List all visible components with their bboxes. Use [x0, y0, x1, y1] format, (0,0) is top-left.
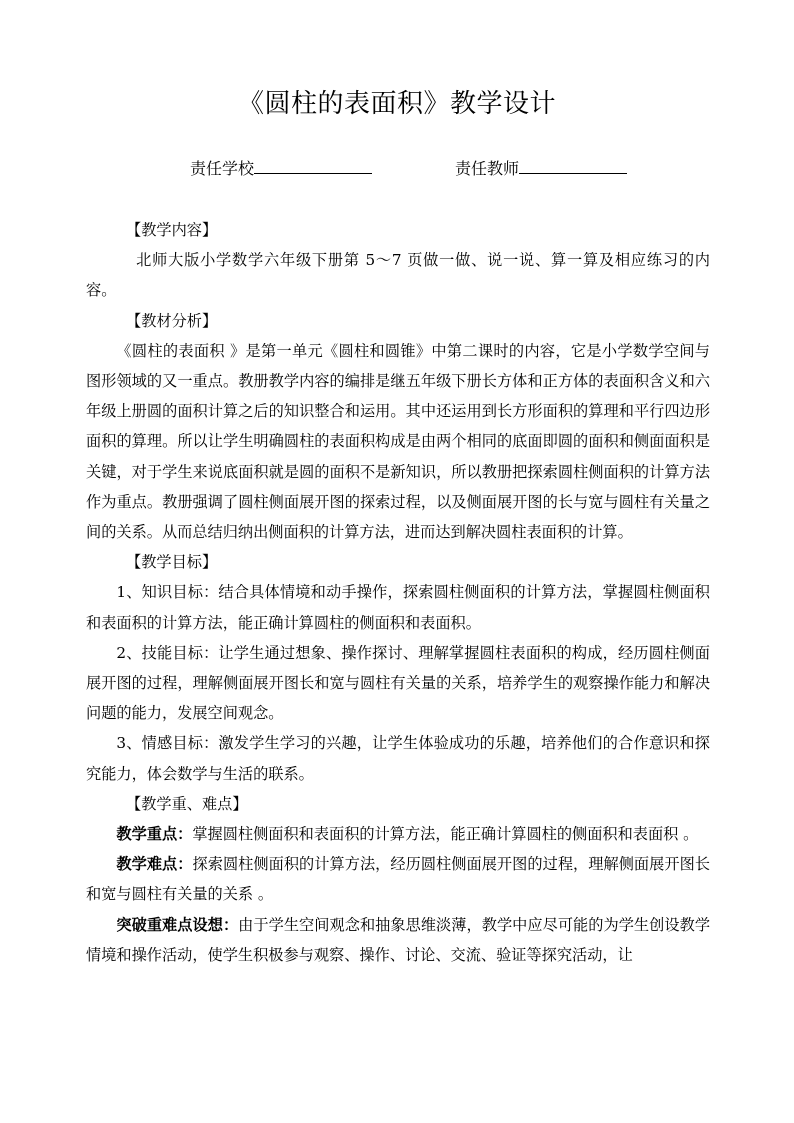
breakthrough-label: 突破重难点设想：: [116, 915, 239, 934]
section-heading-analysis: 【教材分析】: [126, 311, 218, 330]
breakthrough-text: 由于学生空间观念和抽象思维淡薄，教学中应尽可能的为学生创设教学情境和操作活动，使学生积极参与观察、操作、讨论、交流、验证等探究活动，让: [86, 915, 711, 964]
difficulty-paragraph: [86, 849, 710, 909]
difficulty-label: 教学难点：: [116, 855, 193, 874]
school-field: [190, 155, 372, 181]
analysis-paragraph: 《圆柱的表面积 》是第一单元《圆柱和圆锥》中第二课时的内容，它是小学数学空间与图形领域的又一重点。教册教学内容的编排是继五年级下册长方体和正方体的表面积含义和六年级上册圆的面积计算之后的知识整合和运用。其中还运用到长方形面积的算理和平行四边形面积的算理。所以让学生明确圆柱的表面积构成是由两个相同的底面即圆的面积和侧面面积是关键，对于学生来说底面积就是圆的面积不是新知识，所以教册把探索圆柱侧面积的计算方法作为重点。教册强调了圆柱侧面展开图的探索过程，以及侧面展开图的长与宽与圆柱有关量之间的关系。从而总结归纳出侧面积的计算方法，进而达到解决圆柱表面积的计算。: [86, 341, 710, 542]
goal-item-emotion: 3、情感目标：激发学生学习的兴趣，让学生体验成功的乐趣，培养他们的合作意识和探究能力，体会数学与生活的联系。: [86, 734, 710, 783]
goal-item-skill: 2、技能目标：让学生通过想象、操作探讨、理解掌握圆柱表面积的构成，经历圆柱侧面展开图的过程，理解侧面展开图长和宽与圆柱有关量的关系，培养学生的观察操作能力和解决问题的能力，发展空间观念。: [86, 643, 710, 723]
page-title: 《圆柱的表面积》教学设计: [237, 89, 556, 119]
document-body: [86, 215, 710, 970]
focus-text: 掌握圆柱侧面积和表面积的计算方法，能正确计算圆柱的侧面积和表面积 。: [192, 825, 699, 844]
breakthrough-paragraph: [86, 910, 710, 970]
focus-paragraph: [86, 819, 710, 849]
teacher-blank-line: [519, 155, 627, 174]
focus-label: 教学重点：: [116, 825, 193, 844]
section-heading-content: 【教学内容】: [126, 221, 218, 239]
school-label: 责任学校: [190, 159, 255, 178]
goal-item-knowledge: 1、知识目标：结合具体情境和动手操作，探索圆柱侧面积的计算方法，掌握圆柱侧面积和表面积的计算方法，能正确计算圆柱的侧面积和表面积。: [86, 583, 710, 632]
section-heading-key-points: 【教学重、难点】: [126, 794, 248, 813]
teacher-field: [455, 155, 627, 181]
difficulty-text: 探索圆柱侧面积的计算方法，经历圆柱侧面展开图的过程，理解侧面展开图长和宽与圆柱有关量的关系 。: [86, 855, 711, 904]
section-heading-goals: 【教学目标】: [126, 553, 218, 572]
content-paragraph: 北师大版小学数学六年级下册第 5～7 页做一做、说一说、算一算及相应练习的内容。: [86, 251, 710, 300]
school-blank-line: [254, 155, 372, 174]
teacher-label: 责任教师: [455, 159, 520, 178]
